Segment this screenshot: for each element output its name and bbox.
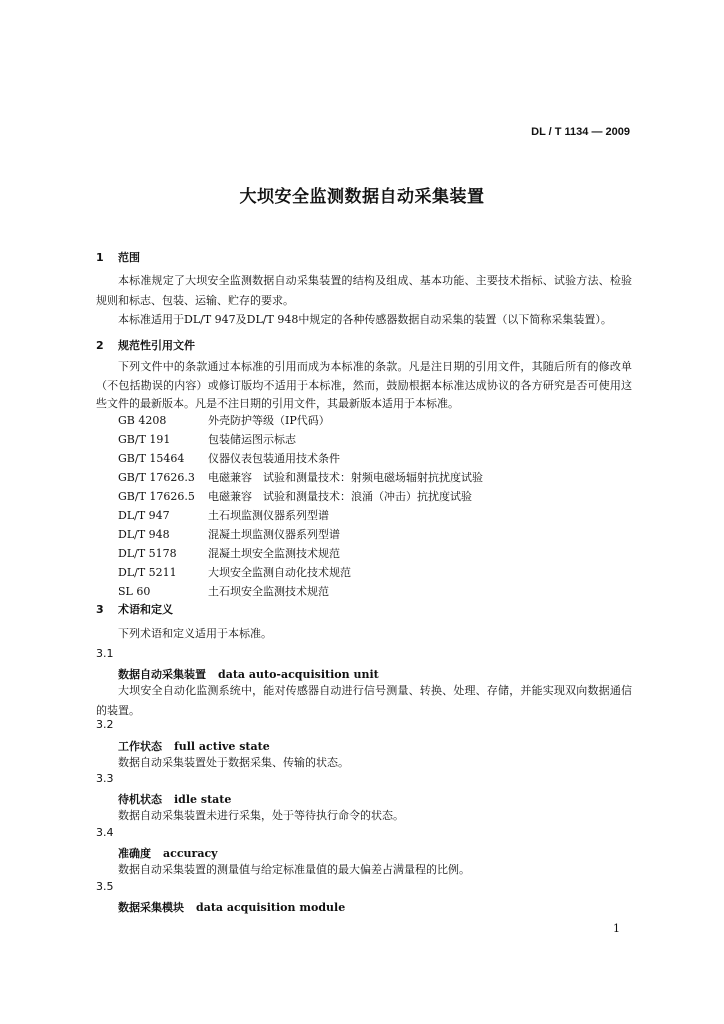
term-en: data auto-acquisition unit — [218, 668, 379, 681]
reference-code: DL/T 948 — [118, 528, 170, 541]
scope-paragraph-2: 本标准适用于DL/T 947及DL/T 948中规定的各种传感器数据自动采集的装置（以下简称采集装置）。 — [118, 313, 612, 326]
reference-code: GB/T 191 — [118, 433, 171, 446]
term-entry — [118, 845, 218, 861]
reference-title: 仪器仪表包装通用技术条件 — [208, 452, 340, 465]
reference-item — [118, 507, 483, 526]
section-2-heading — [96, 337, 195, 353]
reference-item — [118, 450, 483, 469]
term-zh: 数据自动采集装置 — [118, 668, 206, 681]
term-definition: 数据自动采集装置未进行采集，处于等待执行命令的状态。 — [118, 809, 404, 822]
reference-item — [118, 545, 483, 564]
reference-title: 包装储运图示标志 — [208, 433, 296, 446]
section-title: 术语和定义 — [118, 603, 173, 616]
clause-number: 3.1 — [96, 647, 114, 660]
term-entry — [118, 666, 379, 682]
reference-code: GB/T 17626.3 — [118, 471, 195, 484]
reference-title: 外壳防护等级（IP代码） — [208, 414, 330, 427]
reference-title: 混凝土坝安全监测技术规范 — [208, 547, 340, 560]
reference-item — [118, 564, 483, 583]
reference-item — [118, 488, 483, 507]
reference-item — [118, 469, 483, 488]
reference-title: 土石坝监测仪器系列型谱 — [208, 509, 329, 522]
reference-code: DL/T 5211 — [118, 566, 177, 579]
section-title: 规范性引用文件 — [118, 339, 195, 352]
section-number: 2 — [96, 339, 104, 352]
reference-list — [118, 412, 483, 602]
reference-title: 混凝土坝监测仪器系列型谱 — [208, 528, 340, 541]
term-en: idle state — [174, 793, 232, 806]
page-number: 1 — [613, 922, 620, 935]
section-1-heading — [96, 249, 140, 265]
term-entry — [118, 791, 231, 807]
reference-title: 电磁兼容 试验和测量技术：浪涌（冲击）抗扰度试验 — [208, 490, 472, 503]
term-definition: 大坝安全自动化监测系统中，能对传感器自动进行信号测量、转换、处理、存储，并能实现双向数据通信的装置。 — [96, 684, 632, 717]
term-definition: 数据自动采集装置的测量值与给定标准量值的最大偏差占满量程的比例。 — [118, 863, 470, 876]
normative-intro: 下列文件中的条款通过本标准的引用而成为本标准的条款。凡是注日期的引用文件，其随后所有的修改单（不包括勘误的内容）或修订版均不适用于本标准，然而，鼓励根据本标准达成协议的各方研究是否可使用这些文件的最新版本。凡是不注日期的引用文件，其最新版本适用于本标准。 — [96, 360, 632, 410]
term-entry — [118, 899, 345, 915]
reference-code: GB 4208 — [118, 414, 167, 427]
term-zh: 数据采集模块 — [118, 901, 184, 914]
reference-item — [118, 526, 483, 545]
clause-number: 3.5 — [96, 880, 114, 893]
term-en: accuracy — [163, 847, 218, 860]
standard-code: DL / T 1134 — 2009 — [531, 126, 630, 138]
term-definition: 数据自动采集装置处于数据采集、传输的状态。 — [118, 756, 349, 769]
document-title: 大坝安全监测数据自动采集装置 — [239, 187, 485, 207]
reference-code: DL/T 947 — [118, 509, 170, 522]
reference-item — [118, 431, 483, 450]
reference-title: 大坝安全监测自动化技术规范 — [208, 566, 351, 579]
reference-title: 电磁兼容 试验和测量技术：射频电磁场辐射抗扰度试验 — [208, 471, 483, 484]
term-zh: 工作状态 — [118, 740, 162, 753]
reference-code: GB/T 17626.5 — [118, 490, 195, 503]
reference-code: GB/T 15464 — [118, 452, 185, 465]
term-zh: 待机状态 — [118, 793, 162, 806]
clause-number: 3.3 — [96, 772, 114, 785]
reference-code: SL 60 — [118, 585, 151, 598]
term-zh: 准确度 — [118, 847, 151, 860]
reference-code: DL/T 5178 — [118, 547, 177, 560]
terms-intro: 下列术语和定义适用于本标准。 — [118, 627, 272, 640]
clause-number: 3.4 — [96, 826, 114, 839]
section-3-heading — [96, 601, 173, 617]
section-number: 3 — [96, 603, 104, 616]
section-number: 1 — [96, 251, 104, 264]
reference-item — [118, 412, 483, 431]
reference-item — [118, 583, 483, 602]
term-en: full active state — [174, 740, 270, 753]
section-title: 范围 — [118, 251, 140, 264]
term-entry — [118, 738, 270, 754]
term-en: data acquisition module — [196, 901, 346, 914]
reference-title: 土石坝安全监测技术规范 — [208, 585, 329, 598]
clause-number: 3.2 — [96, 718, 114, 731]
scope-paragraph-1: 本标准规定了大坝安全监测数据自动采集装置的结构及组成、基本功能、主要技术指标、试验方法、检验规则和标志、包装、运输、贮存的要求。 — [96, 274, 632, 307]
